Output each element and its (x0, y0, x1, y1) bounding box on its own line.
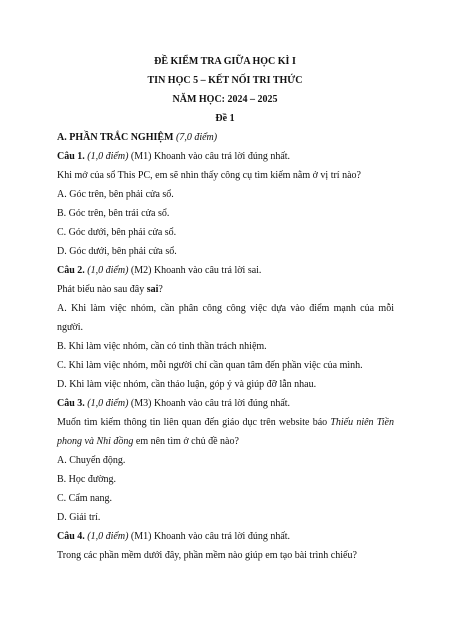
question-3-text-line1 (57, 417, 394, 429)
question-2-text (57, 284, 163, 296)
question-2-text-prefix: Phát biểu nào sau đây (57, 284, 147, 295)
question-2-label: Câu 2. (57, 265, 85, 276)
exam-school-year: NĂM HỌC: 2024 – 2025 (172, 94, 278, 105)
question-2-option-c: C. Khi làm việc nhóm, mỗi người chỉ cần quan tâm đến phần việc của mình. (57, 360, 363, 371)
question-4-text: Trong các phần mềm dưới đây, phần mềm nào giúp em tạo bài trình chiếu? (57, 550, 357, 561)
section-heading (57, 132, 217, 144)
question-4-instruction: (M1) Khoanh vào câu trả lời đúng nhất. (130, 531, 291, 542)
question-1-label: Câu 1. (57, 151, 85, 162)
question-1-option-b: B. Góc trên, bên trái cửa sổ. (57, 208, 170, 219)
question-3-newspaper-part2: phong và Nhi đồng (57, 436, 134, 447)
question-1-option-c: C. Góc dưới, bên phải cửa sổ. (57, 227, 177, 238)
question-3-option-a: A. Chuyển động. (57, 455, 126, 466)
question-4-points: (1,0 điểm) (87, 531, 129, 542)
question-3-option-c: C. Cẩm nang. (57, 493, 112, 504)
question-2-points: (1,0 điểm) (87, 265, 129, 276)
question-4-label: Câu 4. (57, 531, 85, 542)
question-3-header (57, 398, 290, 410)
question-2-instruction: (M2) Khoanh vào câu trả lời sai. (130, 265, 262, 276)
question-3-option-d: D. Giải trí. (57, 512, 101, 523)
exam-subject: TIN HỌC 5 – KẾT NỐI TRI THỨC (147, 75, 303, 86)
question-2-header (57, 265, 261, 277)
question-3-points: (1,0 điểm) (87, 398, 129, 409)
question-3-instruction: (M3) Khoanh vào câu trả lời đúng nhất. (130, 398, 291, 409)
section-points: (7,0 điểm) (175, 132, 218, 143)
question-3-label: Câu 3. (57, 398, 85, 409)
question-4-header (57, 531, 290, 543)
question-2-text-emphasis: sai (146, 284, 159, 295)
question-3-newspaper-part1: Thiếu niên Tiền (330, 417, 394, 428)
question-1-instruction: (M1) Khoanh vào câu trả lời đúng nhất. (130, 151, 291, 162)
exam-version: Đề 1 (215, 113, 235, 124)
question-2-option-d: D. Khi làm việc nhóm, cần thảo luận, góp ý và giúp đỡ lẫn nhau. (57, 379, 317, 390)
question-1-text: Khi mở của sổ This PC, em sẽ nhìn thấy công cụ tìm kiếm nằm ở vị trí nào? (57, 170, 361, 181)
question-2-option-a-line2: người. (57, 322, 83, 333)
question-3-text-suffix: em nên tìm ở chủ đề nào? (133, 436, 239, 447)
question-3-text-line2 (57, 436, 239, 448)
question-1-points: (1,0 điểm) (87, 151, 129, 162)
question-2-option-b: B. Khi làm việc nhóm, cần có tinh thần trách nhiệm. (57, 341, 267, 352)
exam-title: ĐỀ KIỂM TRA GIỮA HỌC KÌ I (154, 56, 296, 67)
section-title: A. PHẦN TRẮC NGHIỆM (57, 132, 174, 143)
question-1-option-a: A. Góc trên, bên phải cửa sổ. (57, 189, 174, 200)
question-1-header (57, 151, 290, 163)
question-1-option-d: D. Góc dưới, bên phải cửa sổ. (57, 246, 177, 257)
question-2-text-suffix: ? (158, 284, 163, 295)
question-2-option-a-line1: A. Khi làm việc nhóm, cần phân công công việc dựa vào điểm mạnh của mỗi (57, 303, 394, 314)
question-3-option-b: B. Học đường. (57, 474, 117, 485)
question-3-text-prefix: Muốn tìm kiếm thông tin liên quan đến giáo dục trên website báo (57, 417, 331, 428)
